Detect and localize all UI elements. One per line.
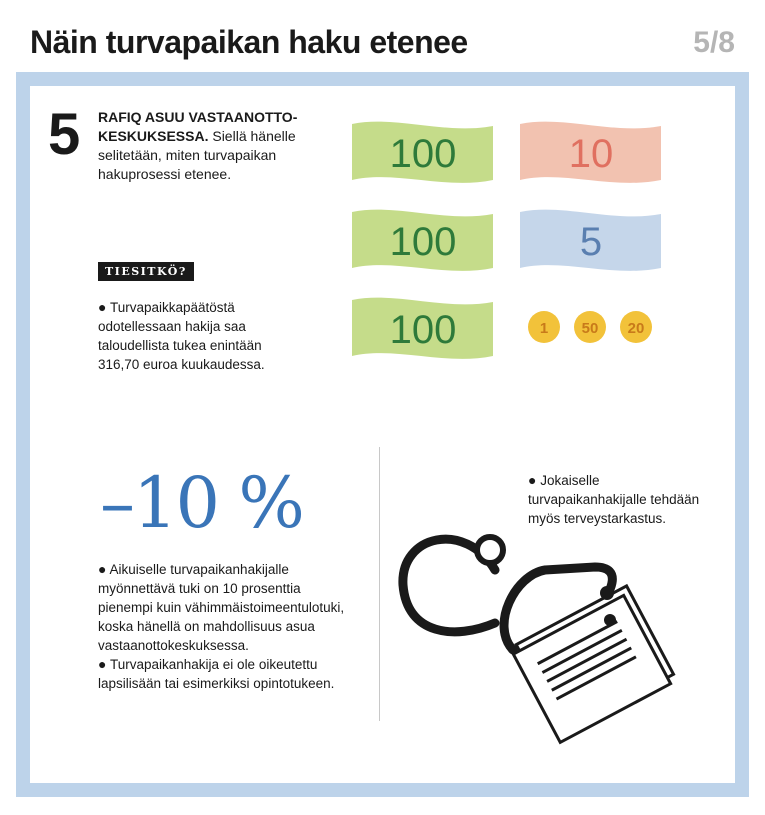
clipboard-icon (510, 586, 677, 742)
coin-label: 20 (627, 320, 645, 337)
banknote-100-a (352, 122, 493, 183)
fact-text: Turvapaikanhakija ei ole oikeutettu lapsilisään tai esimerkiksi opintotukeen. (98, 657, 335, 691)
fact-reduction (98, 560, 348, 655)
banknote-100-b (352, 210, 493, 271)
coin-1 (528, 311, 560, 343)
banknote-label: 10 (568, 132, 614, 176)
money-illustration (345, 110, 675, 390)
fact-support-amount (98, 298, 298, 374)
coin-50 (574, 311, 606, 343)
coin-label: 1 (539, 320, 549, 337)
step-text: Siellä hänelle selitetään, miten turvapaikan hakuprosessi etenee. (98, 128, 296, 182)
fact-text: Turvapaikkapäätöstä odotellessaan hakija saa taloudellista tukea enintään 316,70 euroa kuukaudessa. (98, 300, 265, 372)
fact-text: Aikuiselle turvapaikanhakijalle myönnettävä tuki on 10 prosenttia pienempi kuin vähimmäistoimeentulotuki, koska hänellä on mahdollisuus asua vastaanottokeskuksessa. (98, 562, 345, 653)
banknote-label: 100 (389, 308, 457, 352)
banknote-5 (520, 210, 661, 271)
stethoscope-icon (395, 515, 695, 760)
banknote-10 (520, 122, 661, 183)
banknote-label: 100 (389, 220, 457, 264)
bullet-icon: ● (98, 656, 107, 672)
banknote-label: 5 (579, 220, 603, 264)
step-lead: RAFIQ ASUU VASTAANOTTO-KESKUKSESSA. (98, 109, 298, 144)
banknote-label: 100 (389, 132, 457, 176)
facts-allowance (98, 560, 348, 693)
bullet-icon: ● (528, 472, 537, 488)
bullet-icon: ● (98, 299, 107, 315)
coin-20 (620, 311, 652, 343)
column-divider (379, 447, 380, 721)
step-number: 5 (48, 102, 81, 167)
step-intro (98, 108, 318, 184)
fact-text: Jokaiselle turvapaikanhakijalle tehdään myös terveystarkastus. (528, 473, 700, 526)
reduction-stat: –10 % (100, 462, 303, 544)
coin-label: 50 (581, 320, 599, 337)
page-title: Näin turvapaikan haku etenee (30, 24, 468, 60)
banknote-100-c (352, 298, 493, 359)
fact-no-child-benefit (98, 655, 348, 693)
page-counter: 5/8 (693, 26, 735, 59)
bullet-icon: ● (98, 561, 107, 577)
did-you-know-label: TIESITKÖ? (98, 262, 194, 281)
